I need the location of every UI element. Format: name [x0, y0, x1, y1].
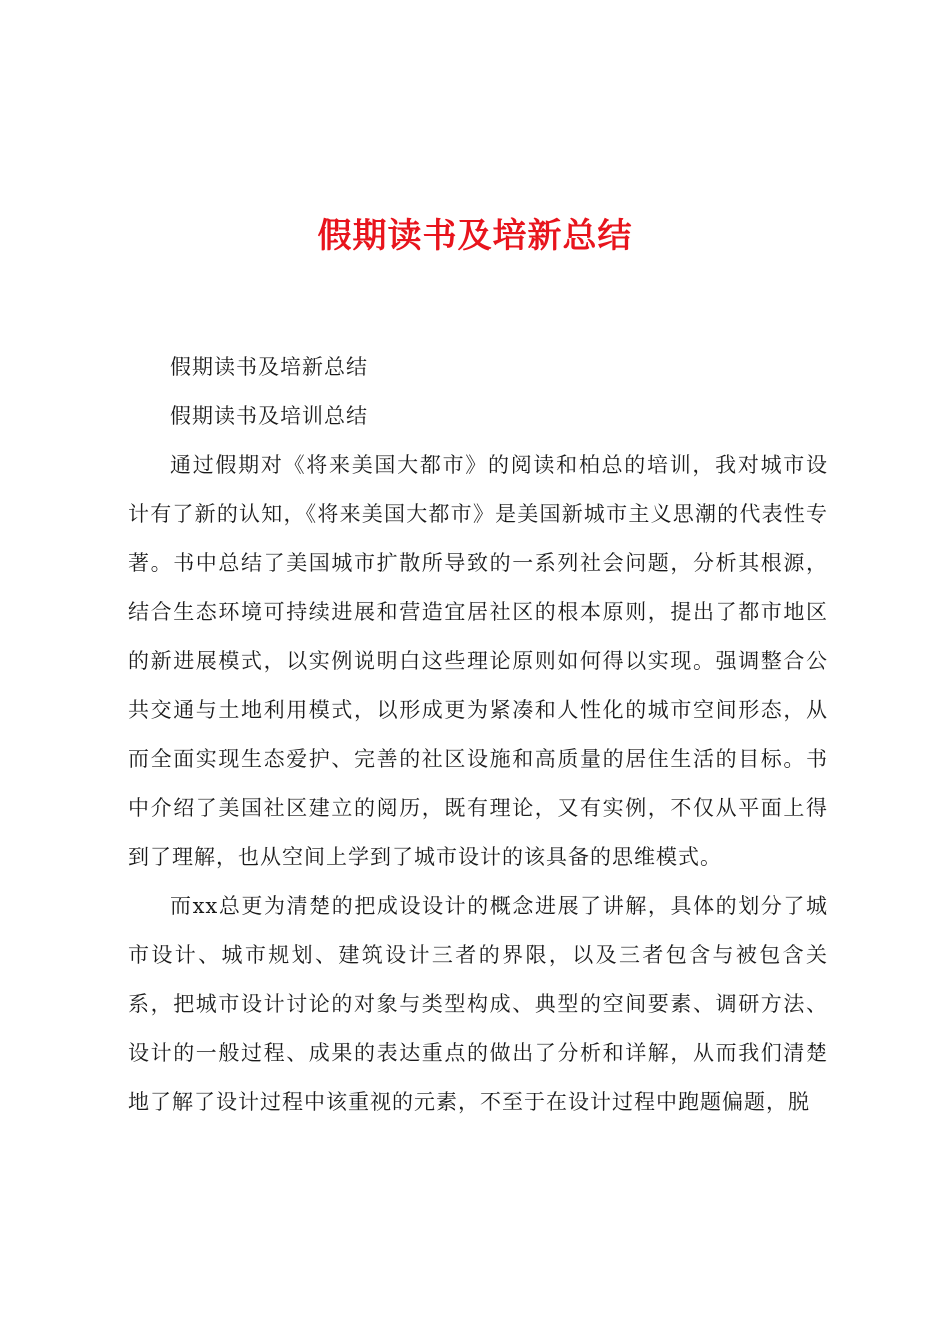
paragraph-reading-summary: 通过假期对《将来美国大都市》的阅读和柏总的培训，我对城市设计有了新的认知，《将来美国大都市》是美国新城市主义思潮的代表性专著。书中总结了美国城市扩散所导致的一系列社会问题，分析其根源，结合生态环境可持续进展和营造宜居社区的根本原则，提出了都市地区的新进展模式，以实例说明白这些理论原则如何得以实现。强调整合公共交通与土地利用模式，以形成更为紧凑和人性化的城市空间形态，从而全面实现生态爱护、完善的社区设施和高质量的居住生活的目标。书中介绍了美国社区建立的阅历，既有理论，又有实例，不仅从平面上得到了理解，也从空间上学到了城市设计的该具备的思维模式。	[128, 453, 828, 869]
paragraph-heading: 假期读书及培训总结	[170, 404, 368, 428]
document-body	[128, 343, 828, 1127]
paragraph-subtitle: 假期读书及培新总结	[170, 355, 368, 379]
paragraph-training-summary: 而xx总更为清楚的把成设设计的概念进展了讲解，具体的划分了城市设计、城市规划、建筑设计三者的界限，以及三者包含与被包含关系，把城市设计讨论的对象与类型构成、典型的空间要素、调研方法、设计的一般过程、成果的表达重点的做出了分析和详解，从而我们清楚地了解了设计过程中该重视的元素，不至于在设计过程中跑题偏题，脱	[128, 894, 828, 1114]
document-title: 假期读书及培新总结	[317, 216, 633, 256]
